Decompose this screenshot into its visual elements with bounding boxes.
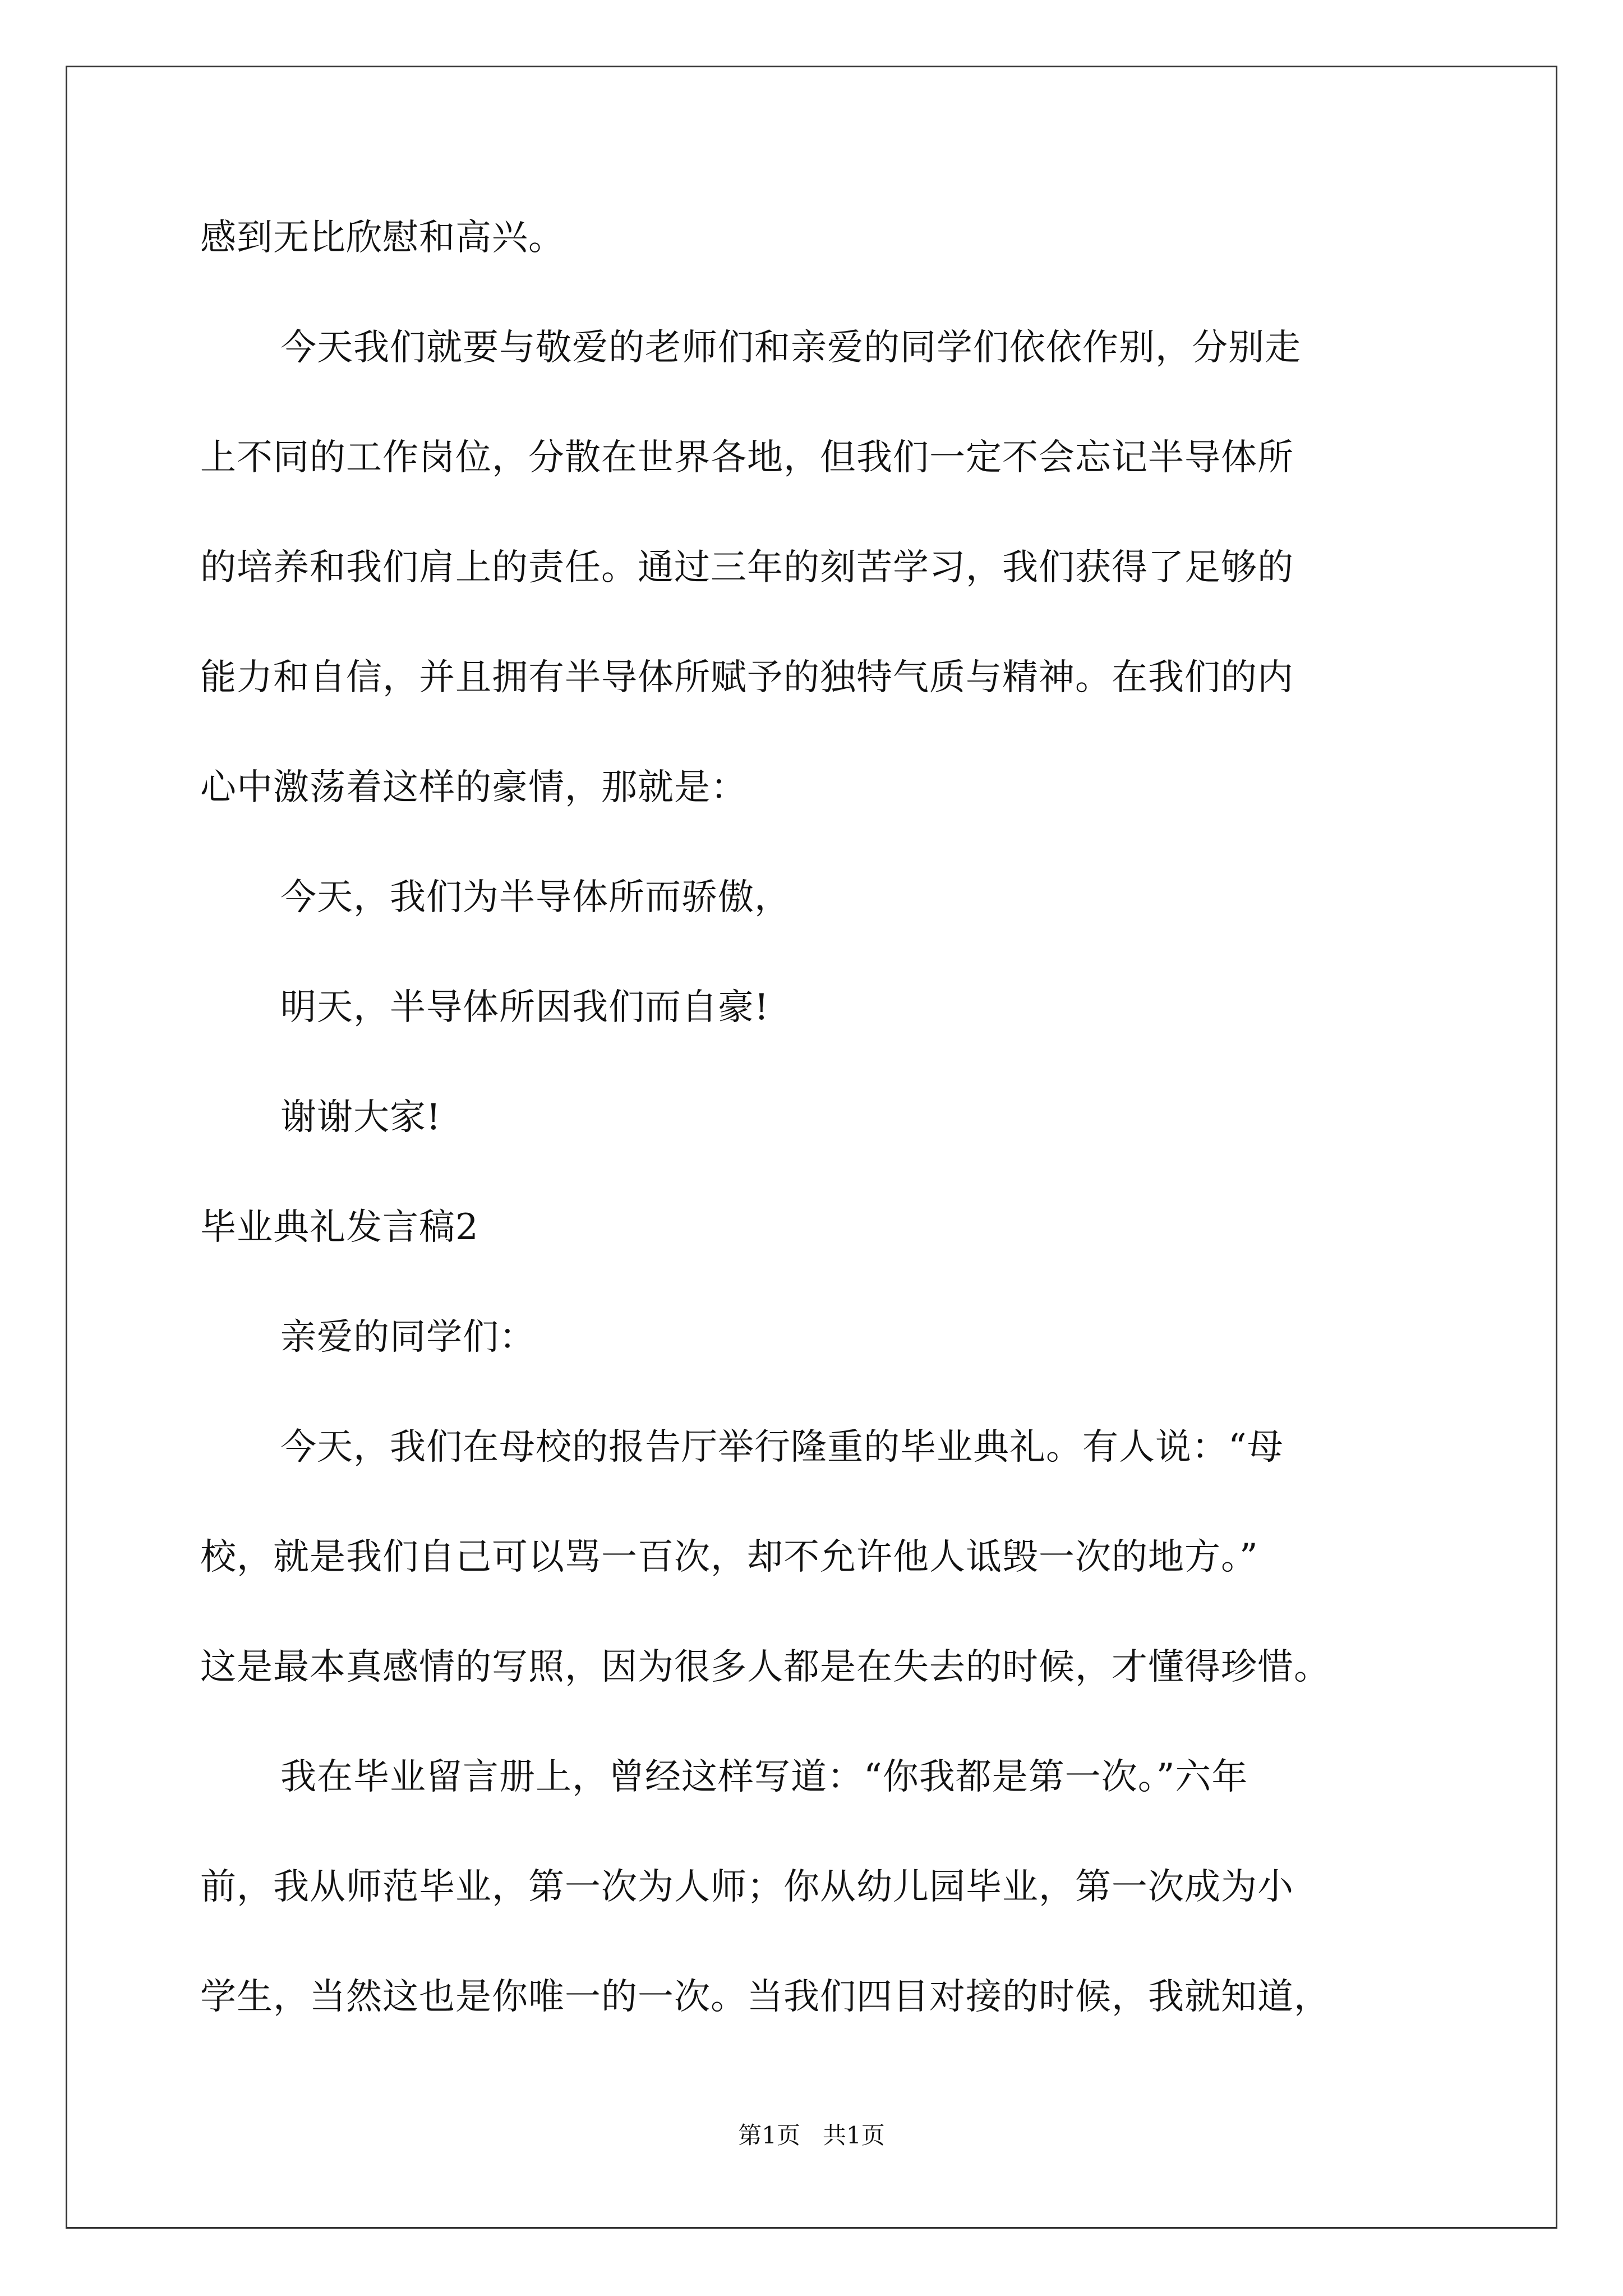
text-line: 前，我从师范毕业，第一次为人师；你从幼儿园毕业，第一次成为小 <box>200 1866 1294 1908</box>
text-line: 这是最本真感情的写照，因为很多人都是在失去的时候，才懂得珍惜。 <box>200 1646 1330 1688</box>
text-line: 感到无比欣慰和高兴。 <box>200 217 565 259</box>
text-line: 今天，我们为半导体所而骄傲， <box>280 877 791 918</box>
text-line: 明天，半导体所因我们而自豪! <box>280 987 769 1028</box>
text-line: 上不同的工作岗位，分散在世界各地，但我们一定不会忘记半导体所 <box>200 437 1294 478</box>
text-line: 校，就是我们自己可以骂一百次，却不允许他人诋毁一次的地方。” <box>200 1536 1258 1578</box>
text-line: 心中激荡着这样的豪情，那就是： <box>200 767 747 808</box>
text-line: 学生，当然这也是你唯一的一次。当我们四目对接的时候，我就知道， <box>200 1976 1330 2018</box>
text-line: 亲爱的同学们： <box>280 1317 536 1358</box>
page-footer: 第1页 共1页 <box>738 2122 885 2149</box>
text-line: 能力和自信，并且拥有半导体所赋予的独特气质与精神。在我们的内 <box>200 657 1294 698</box>
section-heading: 毕业典礼发言稿2 <box>200 1207 479 1248</box>
text-line: 今天，我们在母校的报告厅举行隆重的毕业典礼。有人说：“母 <box>280 1427 1284 1468</box>
text-line: 谢谢大家! <box>280 1097 441 1138</box>
text-line: 我在毕业留言册上，曾经这样写道：“你我都是第一次。”六年 <box>280 1756 1248 1798</box>
text-line: 的培养和我们肩上的责任。通过三年的刻苦学习，我们获得了足够的 <box>200 547 1294 588</box>
text-line: 今天我们就要与敬爱的老师们和亲爱的同学们依依作别，分别走 <box>280 327 1301 369</box>
